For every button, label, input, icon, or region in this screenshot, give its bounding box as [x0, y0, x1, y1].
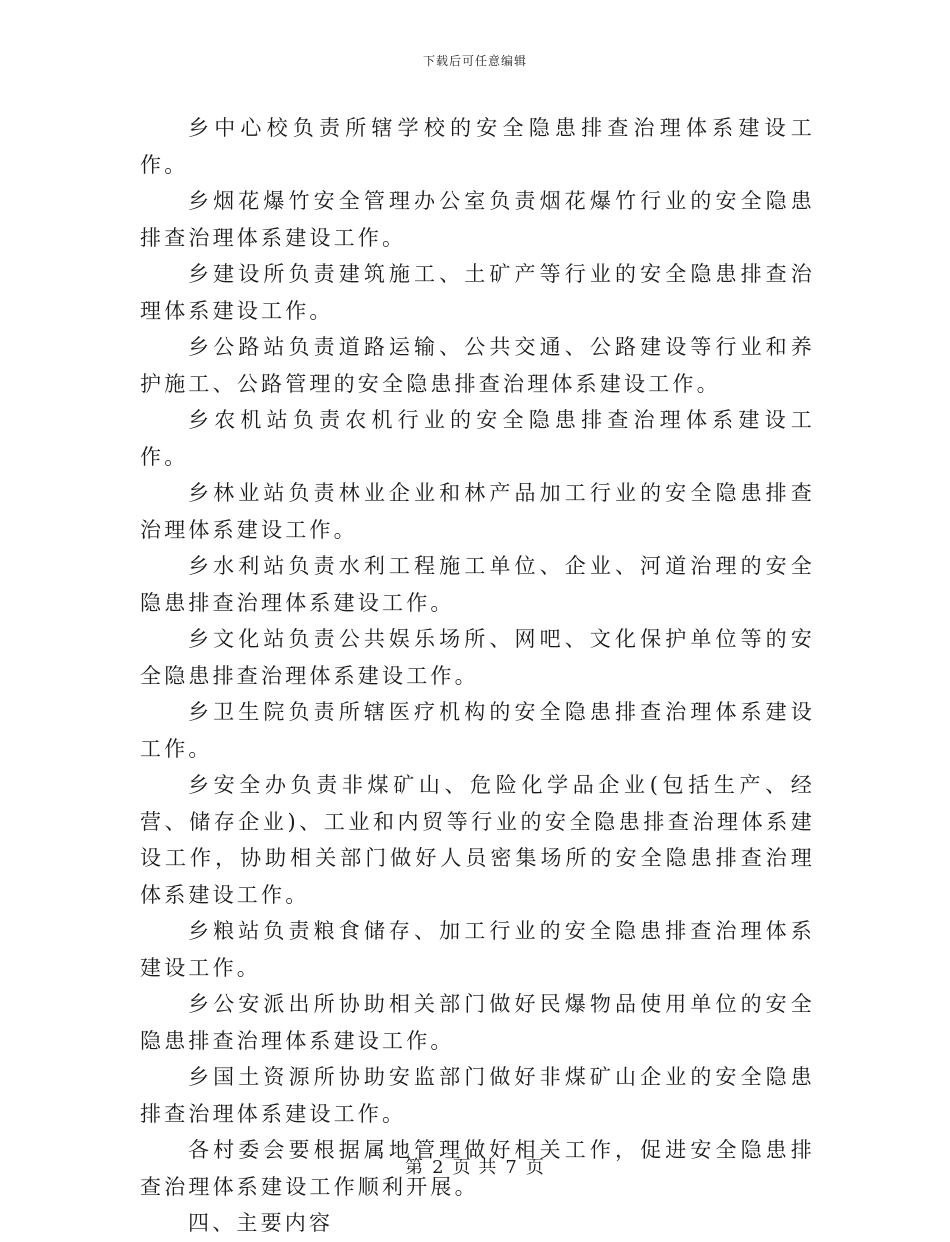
page-total: 7 — [505, 1157, 518, 1178]
paragraph: 乡安全办负责非煤矿山、危险化学品企业(包括生产、经营、储存企业)、工业和内贸等行业的安全隐患排查治理体系建设工作，协助相关部门做好人员密集场所的安全隐患排查治理体系建设工作。 — [140, 773, 815, 907]
footer-suffix: 页 — [525, 1157, 545, 1178]
paragraph: 乡公路站负责道路运输、公共交通、公路建设等行业和养护施工、公路管理的安全隐患排查治理体系建设工作。 — [140, 335, 815, 396]
paragraph: 乡建设所负责建筑施工、土矿产等行业的安全隐患排查治理体系建设工作。 — [140, 262, 815, 323]
section-heading: 四、主要内容 — [188, 1211, 334, 1235]
paragraph: 乡文化站负责公共娱乐场所、网吧、文化保护单位等的安全隐患排查治理体系建设工作。 — [140, 627, 815, 688]
paragraph: 乡农机站负责农机行业的安全隐患排查治理体系建设工作。 — [140, 408, 815, 469]
paragraph: 乡林业站负责林业企业和林产品加工行业的安全隐患排查治理体系建设工作。 — [140, 481, 815, 542]
paragraph: 乡烟花爆竹安全管理办公室负责烟花爆竹行业的安全隐患排查治理体系建设工作。 — [140, 189, 815, 250]
footer-middle: 页 共 — [452, 1157, 498, 1178]
page-footer — [0, 1153, 950, 1179]
footer-prefix: 第 — [405, 1157, 425, 1178]
document-body — [140, 110, 815, 1242]
paragraph: 乡国土资源所协助安监部门做好非煤矿山企业的安全隐患排查治理体系建设工作。 — [140, 1065, 815, 1126]
paragraph: 各村委会要根据属地管理做好相关工作，促进安全隐患排查治理体系建设工作顺利开展。 — [140, 1138, 815, 1199]
paragraph: 乡粮站负责粮食储存、加工行业的安全隐患排查治理体系建设工作。 — [140, 919, 815, 980]
paragraph: 乡水利站负责水利工程施工单位、企业、河道治理的安全隐患排查治理体系建设工作。 — [140, 554, 815, 615]
paragraph: 乡公安派出所协助相关部门做好民爆物品使用单位的安全隐患排查治理体系建设工作。 — [140, 992, 815, 1053]
paragraph: 乡卫生院负责所辖医疗机构的安全隐患排查治理体系建设工作。 — [140, 700, 815, 761]
page-number: 2 — [432, 1157, 445, 1178]
paragraph: 乡中心校负责所辖学校的安全隐患排查治理体系建设工作。 — [140, 116, 815, 177]
page-header: 下载后可任意编辑 — [422, 54, 527, 68]
